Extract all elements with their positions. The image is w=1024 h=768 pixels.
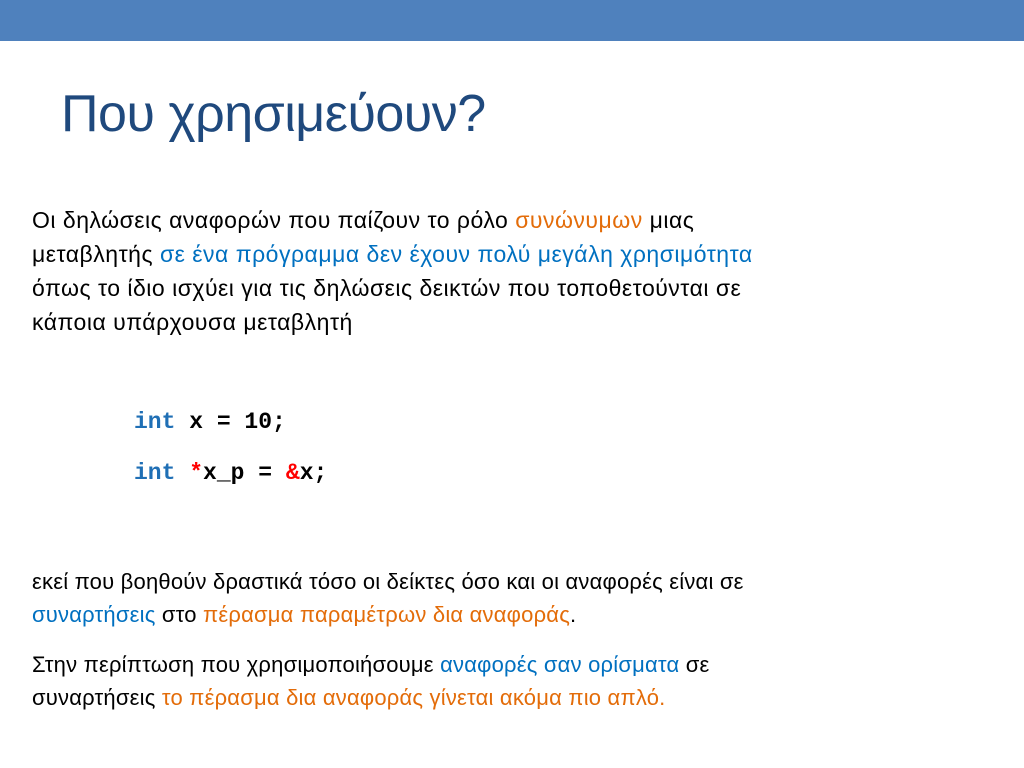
code-line-1	[134, 409, 286, 435]
functions-paragraph	[32, 565, 744, 631]
intro-paragraph	[32, 203, 753, 339]
highlight-reference-arguments: αναφορές σαν ορίσματα	[440, 652, 680, 677]
code-text	[175, 460, 189, 486]
conclusion-line-1	[32, 648, 710, 681]
code-pointer-star: *	[189, 460, 204, 486]
highlight-usefulness: σε ένα πρόγραμμα δεν έχουν πολύ μεγάλη χρησιμότητα	[159, 241, 753, 267]
conclusion-paragraph	[32, 648, 710, 714]
slide-title: Που χρησιμεύουν?	[61, 85, 486, 143]
highlight-synonyms: συνώνυμων	[515, 207, 643, 233]
code-line-2	[134, 460, 327, 486]
code-text: x_p =	[203, 460, 286, 486]
functions-line-1: εκεί που βοηθούν δραστικά τόσο οι δείκτες όσο και οι αναφορές είναι σε	[32, 569, 744, 594]
code-address-operator: &	[285, 460, 300, 486]
intro-line-3: όπως το ίδιο ισχύει για τις δηλώσεις δεικτών που τοποθετούνται σε	[32, 275, 742, 301]
conclusion-text: Στην περίπτωση που χρησιμοποιήσουμε	[32, 652, 441, 677]
intro-line-4: κάποια υπάρχουσα μεταβλητή	[32, 309, 353, 335]
intro-text: μεταβλητής	[32, 241, 160, 267]
code-keyword: int	[134, 460, 176, 486]
code-keyword: int	[134, 409, 176, 435]
conclusion-text: σε	[679, 652, 710, 677]
code-text: x;	[299, 460, 328, 486]
functions-line-2	[32, 598, 744, 631]
functions-text: .	[570, 602, 577, 627]
highlight-pass-by-reference: πέρασμα παραμέτρων δια αναφοράς	[202, 602, 571, 627]
intro-text: μιας	[642, 207, 695, 233]
intro-line-2	[32, 237, 753, 271]
intro-line-1	[32, 203, 753, 237]
code-text: x = 10;	[175, 409, 286, 435]
highlight-simpler: το πέρασμα δια αναφοράς γίνεται ακόμα πιο απλό.	[161, 685, 666, 710]
conclusion-text: συναρτήσεις	[32, 685, 162, 710]
functions-text: στο	[155, 602, 203, 627]
intro-text: Οι δηλώσεις αναφορών που παίζουν το ρόλο	[32, 207, 516, 233]
highlight-functions: συναρτήσεις	[32, 602, 156, 627]
top-accent-bar	[0, 0, 1024, 41]
conclusion-line-2	[32, 681, 710, 714]
